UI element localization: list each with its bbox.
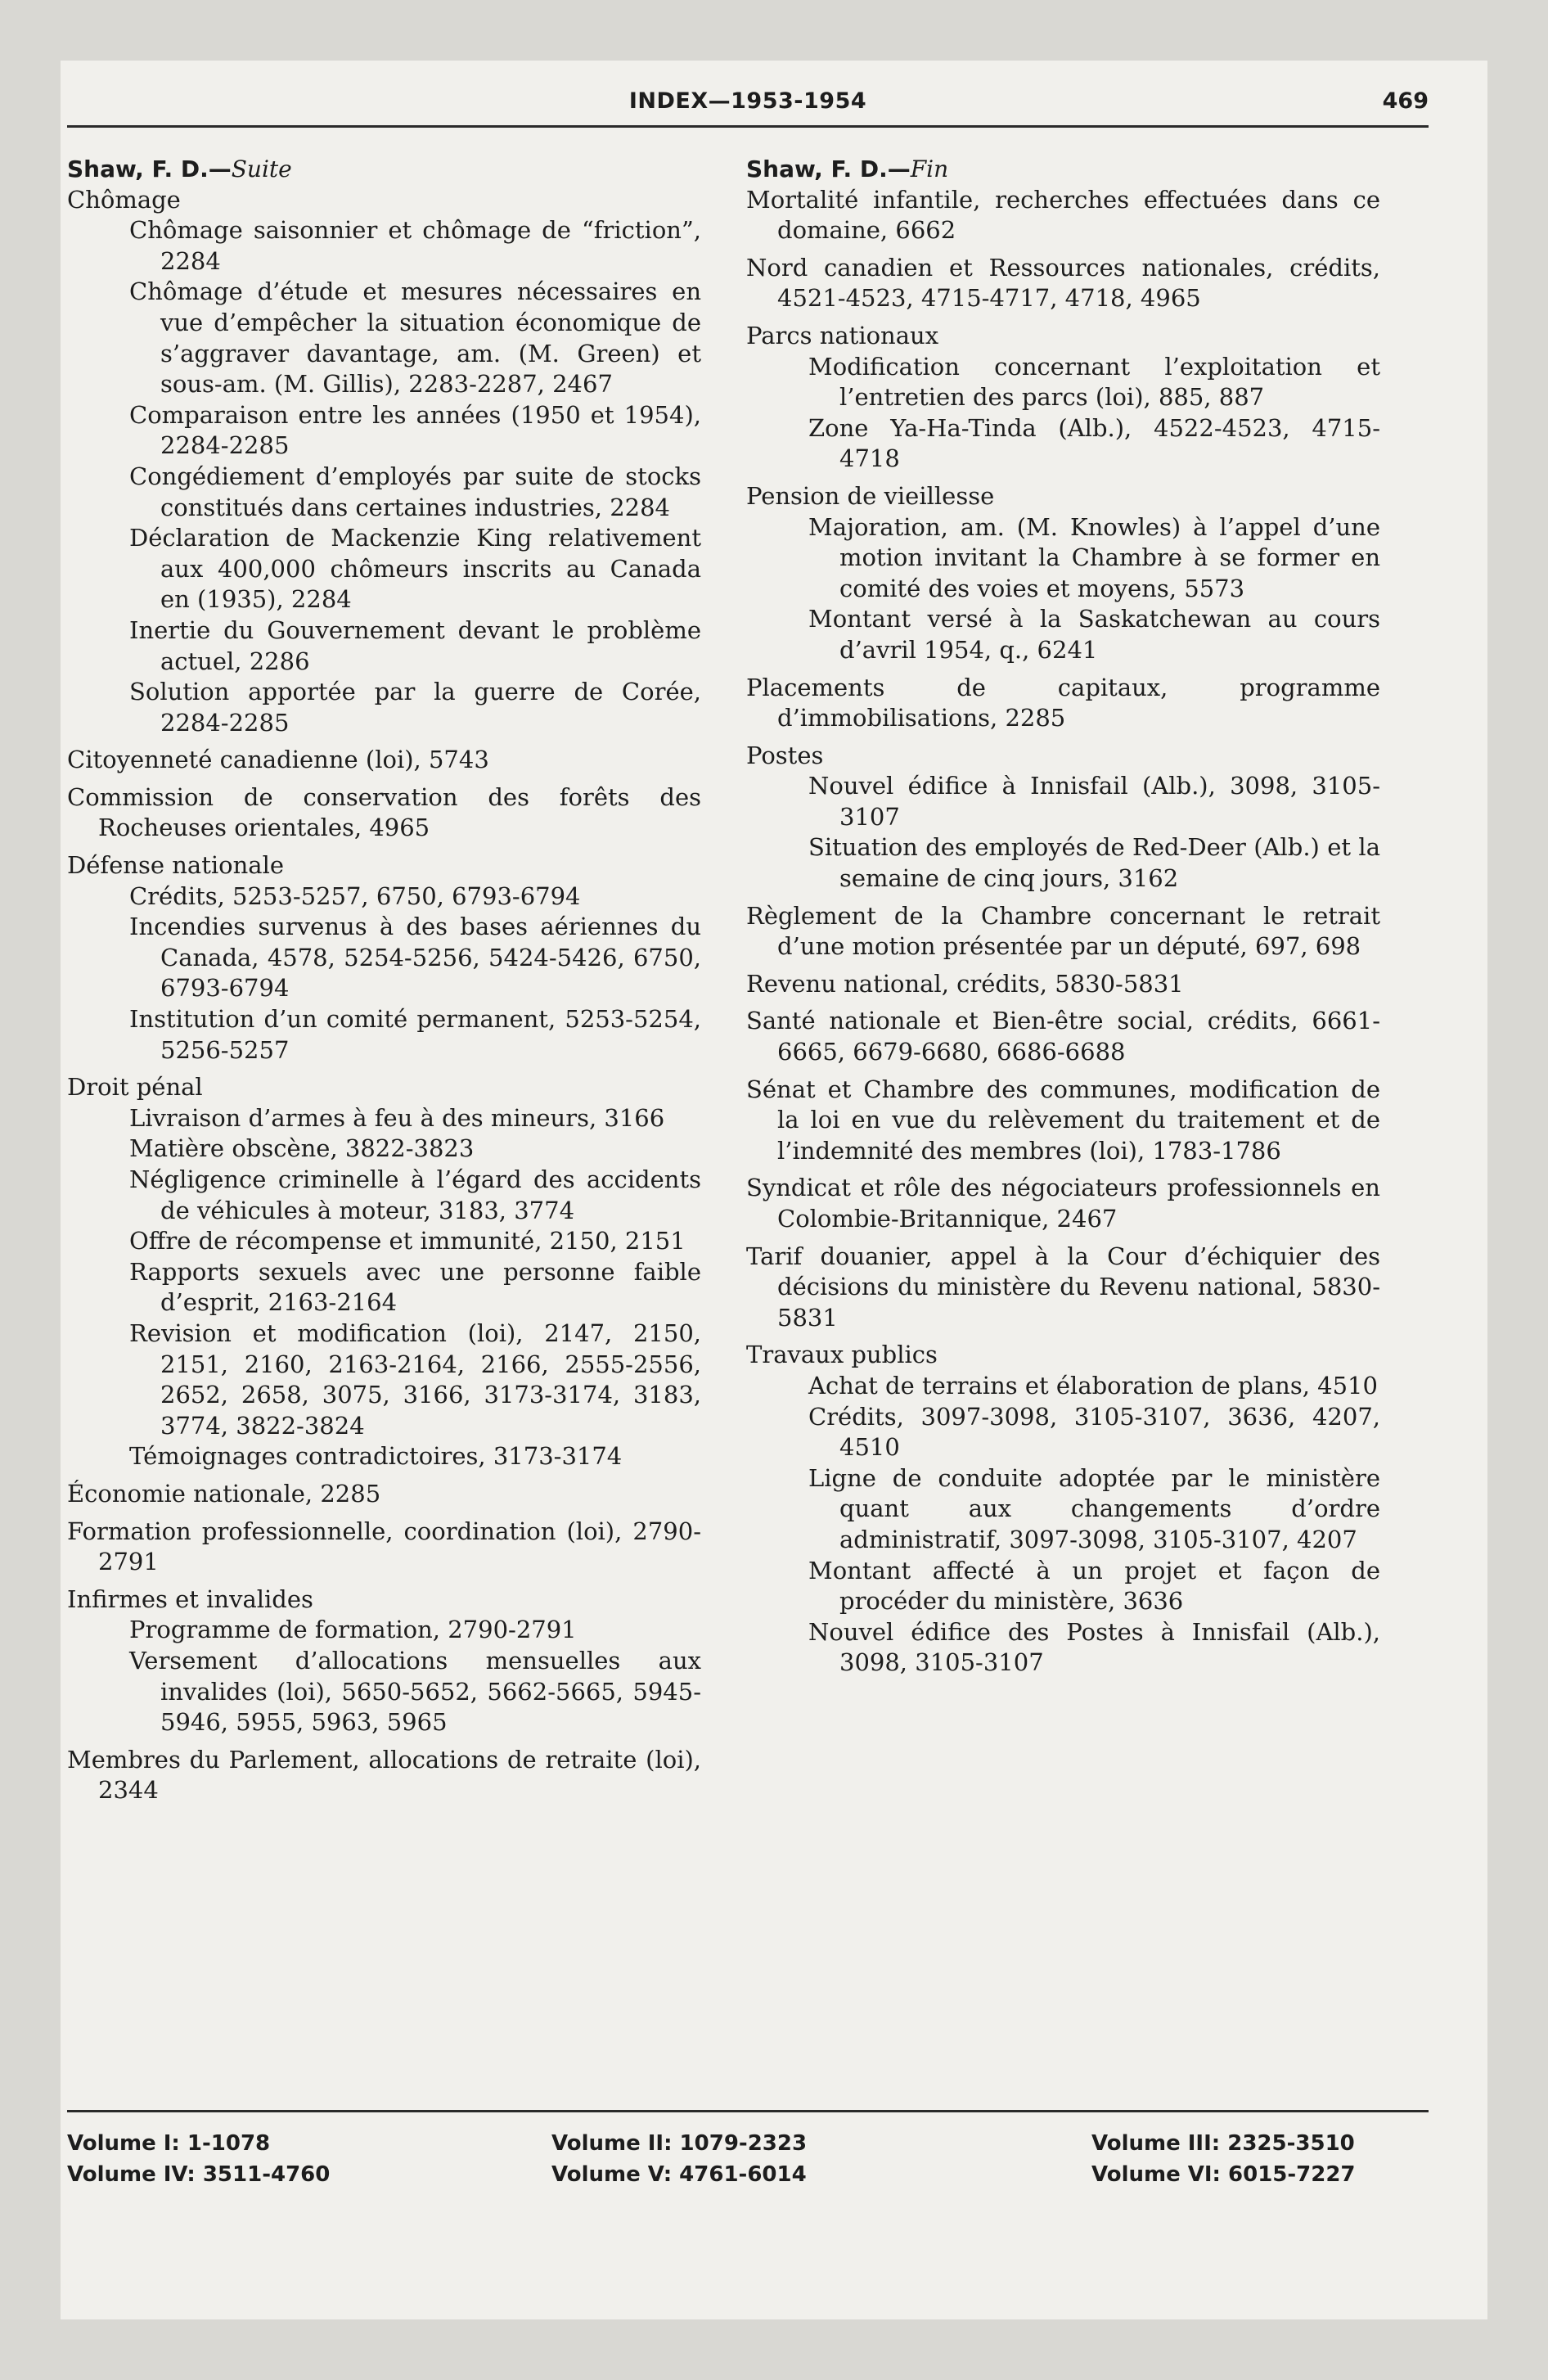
index-entry: Nord canadien et Ressources nationales, crédits, 4521-4523, 4715-4717, 4718, 4965 — [746, 253, 1380, 313]
index-subentry: Comparaison entre les années (1950 et 1954), 2284-2285 — [129, 400, 701, 460]
index-entry: Mortalité infantile, recherches effectuées dans ce domaine, 6662 — [746, 185, 1380, 245]
column-heading — [67, 154, 701, 185]
index-subentry: Incendies survenus à des bases aériennes du Canada, 4578, 5254-5256, 5424-5426, 6750, 6793-6794 — [129, 913, 701, 1003]
volume-label: Volume I: 1-1078 — [67, 2131, 271, 2156]
index-entry: Infirmes et invalides — [67, 1584, 313, 1613]
volume-label: Volume II: 1079-2323 — [551, 2131, 808, 2156]
index-entry: Sénat et Chambre des communes, modification de la loi en vue du relèvement du traitement et de l’indemnité des membres (loi), 1783-1786 — [746, 1075, 1380, 1165]
index-subentry: Modification concernant l’exploitation et l’entretien des parcs (loi), 885, 887 — [808, 352, 1380, 412]
index-subentry: Matière obscène, 3822-3823 — [129, 1134, 475, 1163]
header-title: INDEX—1953-1954 — [628, 88, 867, 114]
index-subentry: Crédits, 5253-5257, 6750, 6793-6794 — [129, 881, 581, 910]
index-entry: Syndicat et rôle des négociateurs professionnels en Colombie-Britannique, 2467 — [746, 1174, 1380, 1233]
index-entry: Formation professionnelle, coordination (loi), 2790-2791 — [67, 1517, 701, 1576]
index-entry: Pension de vieillesse — [746, 481, 995, 510]
column-heading — [746, 154, 1380, 185]
index-entry: Économie nationale, 2285 — [67, 1479, 381, 1508]
index-subentry: Ligne de conduite adoptée par le ministère quant aux changements d’ordre administratif, 3097-3098, 3105-3107, 4207 — [808, 1463, 1380, 1553]
index-subentry: Chômage saisonnier et chômage de “friction”, 2284 — [129, 216, 701, 275]
index-entry: Parcs nationaux — [746, 321, 939, 349]
index-subentry: Inertie du Gouvernement devant le problème actuel, 2286 — [129, 615, 701, 675]
index-subentry: Solution apportée par la guerre de Corée, 2284-2285 — [129, 678, 701, 737]
index-subentry: Montant affecté à un projet et façon de procéder du ministère, 3636 — [808, 1556, 1380, 1616]
index-subentry: Offre de récompense et immunité, 2150, 2151 — [129, 1227, 686, 1255]
index-entry: Règlement de la Chambre concernant le retrait d’une motion présentée par un député, 697, 698 — [746, 901, 1380, 961]
index-subentry: Nouvel édifice des Postes à Innisfail (Alb.), 3098, 3105-3107 — [808, 1617, 1380, 1677]
volume-label: Volume VI: 6015-7227 — [1091, 2162, 1356, 2187]
index-entry: Membres du Parlement, allocations de retraite (loi), 2344 — [67, 1745, 701, 1805]
left-column — [67, 154, 701, 1806]
heading-suffix: Fin — [910, 156, 949, 183]
index-entry: Tarif douanier, appel à la Cour d’échiquier des décisions du ministère du Revenu national, 5830-5831 — [746, 1242, 1380, 1332]
index-subentry: Livraison d’armes à feu à des mineurs, 3166 — [129, 1103, 665, 1132]
index-subentry: Crédits, 3097-3098, 3105-3107, 3636, 4207, 4510 — [808, 1402, 1380, 1462]
index-entry: Postes — [746, 741, 824, 769]
index-subentry: Montant versé à la Saskatchewan au cours d’avril 1954, q., 6241 — [808, 605, 1380, 664]
index-subentry: Programme de formation, 2790-2791 — [129, 1616, 577, 1644]
right-column — [746, 154, 1380, 1679]
index-subentry: Achat de terrains et élaboration de plans, 4510 — [808, 1371, 1378, 1400]
volume-label: Volume V: 4761-6014 — [551, 2162, 807, 2187]
index-subentry: Situation des employés de Red-Deer (Alb.) et la semaine de cinq jours, 3162 — [808, 833, 1380, 893]
index-entry: Citoyenneté canadienne (loi), 5743 — [67, 746, 489, 774]
volume-label: Volume IV: 3511-4760 — [67, 2162, 331, 2187]
index-subentry: Chômage d’étude et mesures nécessaires en vue d’empêcher la situation économique de s’aggraver davantage, am. (M. Green) et sous-am. (M. Gillis), 2283-2287, 2467 — [129, 277, 701, 399]
heading-name: Shaw, F. D.— — [67, 156, 232, 183]
volume-label: Volume III: 2325-3510 — [1091, 2131, 1355, 2156]
entry-list — [67, 185, 701, 1806]
index-subentry: Versement d’allocations mensuelles aux invalides (loi), 5650-5652, 5662-5665, 5945-5946, 5955, 5963, 5965 — [129, 1646, 701, 1737]
index-subentry: Zone Ya-Ha-Tinda (Alb.), 4522-4523, 4715-4718 — [808, 413, 1380, 473]
index-entry: Revenu national, crédits, 5830-5831 — [746, 969, 1184, 998]
heading-name: Shaw, F. D.— — [746, 156, 911, 183]
index-subentry: Revision et modification (loi), 2147, 2150, 2151, 2160, 2163-2164, 2166, 2555-2556, 2652, 2658, 3075, 3166, 3173-3174, 3183, 3774, 3822-3824 — [129, 1318, 701, 1440]
index-subentry: Institution d’un comité permanent, 5253-5254, 5256-5257 — [129, 1005, 701, 1064]
index-entry: Placements de capitaux, programme d’immobilisations, 2285 — [746, 673, 1380, 732]
entry-list — [746, 185, 1380, 1679]
index-entry: Droit pénal — [67, 1073, 203, 1102]
heading-suffix: Suite — [231, 156, 292, 183]
index-subentry: Congédiement d’employés par suite de stocks constitués dans certaines industries, 2284 — [129, 462, 701, 521]
index-entry: Chômage — [67, 185, 181, 214]
index-entry: Travaux publics — [746, 1341, 938, 1369]
index-subentry: Négligence criminelle à l’égard des accidents de véhicules à moteur, 3183, 3774 — [129, 1165, 701, 1224]
footer-rule — [67, 2110, 1429, 2112]
index-subentry: Déclaration de Mackenzie King relativement aux 400,000 chômeurs inscrits au Canada en (1935), 2284 — [129, 524, 701, 614]
index-entry: Défense nationale — [67, 851, 285, 880]
index-entry: Santé nationale et Bien-être social, crédits, 6661-6665, 6679-6680, 6686-6688 — [746, 1007, 1380, 1066]
index-subentry: Rapports sexuels avec une personne faible d’esprit, 2163-2164 — [129, 1257, 701, 1317]
index-entry: Commission de conservation des forêts des Rocheuses orientales, 4965 — [67, 782, 701, 842]
header-rule — [67, 125, 1429, 128]
page-number: 469 — [1382, 88, 1429, 114]
running-header — [67, 88, 1429, 123]
index-subentry: Majoration, am. (M. Knowles) à l’appel d’une motion invitant la Chambre à se former en comité des voies et moyens, 5573 — [808, 512, 1380, 602]
index-subentry: Témoignages contradictoires, 3173-3174 — [129, 1442, 623, 1471]
index-subentry: Nouvel édifice à Innisfail (Alb.), 3098, 3105-3107 — [808, 772, 1380, 831]
